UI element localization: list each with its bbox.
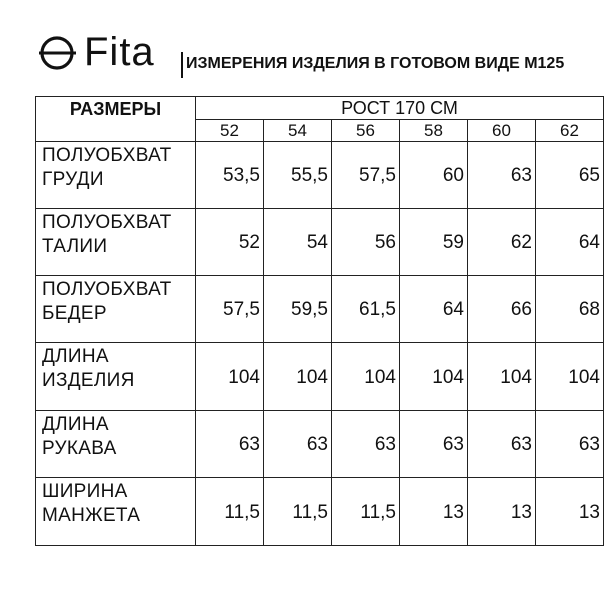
table-cell: 63	[264, 411, 332, 478]
table-cell: 57,5	[196, 276, 264, 343]
row-label	[36, 142, 196, 209]
page-title: ИЗМЕРЕНИЯ ИЗДЕЛИЯ В ГОТОВОМ ВИДЕ М125	[186, 55, 565, 72]
table-cell: 63	[468, 142, 536, 209]
row-label-line: БЕДЕР	[42, 303, 107, 324]
table-row	[36, 276, 604, 343]
table-cell: 62	[468, 209, 536, 276]
title-divider	[181, 52, 183, 78]
table-cell: 13	[400, 478, 468, 546]
row-label	[36, 209, 196, 276]
table-cell: 104	[468, 343, 536, 411]
table-cell: 61,5	[332, 276, 400, 343]
brand-logo	[38, 30, 155, 76]
table-cell: 56	[332, 209, 400, 276]
table-cell: 65	[536, 142, 604, 209]
table-cell: 104	[400, 343, 468, 411]
row-label	[36, 478, 196, 546]
row-label-line: ГРУДИ	[42, 169, 104, 190]
table-cell: 63	[536, 411, 604, 478]
table-cell: 66	[468, 276, 536, 343]
table-cell: 11,5	[264, 478, 332, 546]
row-label	[36, 276, 196, 343]
row-label-line: ПОЛУОБХВАТ	[42, 145, 172, 166]
table-row	[36, 478, 604, 546]
row-label-line: ТАЛИИ	[42, 236, 108, 257]
table-cell: 54	[264, 209, 332, 276]
size-header: 52	[196, 120, 264, 142]
row-label-line: ПОЛУОБХВАТ	[42, 279, 172, 300]
header-row-height	[36, 97, 604, 120]
table-cell: 13	[468, 478, 536, 546]
size-table	[35, 96, 604, 546]
table-row	[36, 142, 604, 209]
table-cell: 59	[400, 209, 468, 276]
sizes-header: РАЗМЕРЫ	[36, 97, 196, 142]
table-cell: 104	[196, 343, 264, 411]
table-cell: 68	[536, 276, 604, 343]
table-cell: 52	[196, 209, 264, 276]
table-cell: 60	[400, 142, 468, 209]
table-cell: 104	[332, 343, 400, 411]
size-header: 60	[468, 120, 536, 142]
table-cell: 104	[536, 343, 604, 411]
row-label	[36, 343, 196, 411]
table-cell: 64	[536, 209, 604, 276]
table-cell: 11,5	[196, 478, 264, 546]
table-cell: 104	[264, 343, 332, 411]
size-header: 58	[400, 120, 468, 142]
table-cell: 53,5	[196, 142, 264, 209]
height-header: РОСТ 170 СМ	[196, 97, 604, 120]
table-row	[36, 343, 604, 411]
row-label-line: ШИРИНА	[42, 481, 128, 502]
table-cell: 13	[536, 478, 604, 546]
brand-name: Fita	[84, 30, 155, 74]
table-cell: 55,5	[264, 142, 332, 209]
table-cell: 11,5	[332, 478, 400, 546]
table-cell: 57,5	[332, 142, 400, 209]
size-header: 56	[332, 120, 400, 142]
fita-logo-icon	[38, 30, 80, 76]
table-cell: 63	[400, 411, 468, 478]
table-cell: 59,5	[264, 276, 332, 343]
table-cell: 64	[400, 276, 468, 343]
row-label-line: ДЛИНА	[42, 346, 109, 367]
row-label-line: ПОЛУОБХВАТ	[42, 212, 172, 233]
row-label-line: МАНЖЕТА	[42, 505, 141, 526]
row-label	[36, 411, 196, 478]
table-row	[36, 411, 604, 478]
table-row	[36, 209, 604, 276]
row-label-line: ДЛИНА	[42, 414, 109, 435]
table-cell: 63	[468, 411, 536, 478]
table-cell: 63	[196, 411, 264, 478]
table-cell: 63	[332, 411, 400, 478]
row-label-line: РУКАВА	[42, 438, 117, 459]
size-header: 62	[536, 120, 604, 142]
row-label-line: ИЗДЕЛИЯ	[42, 370, 135, 391]
size-header: 54	[264, 120, 332, 142]
